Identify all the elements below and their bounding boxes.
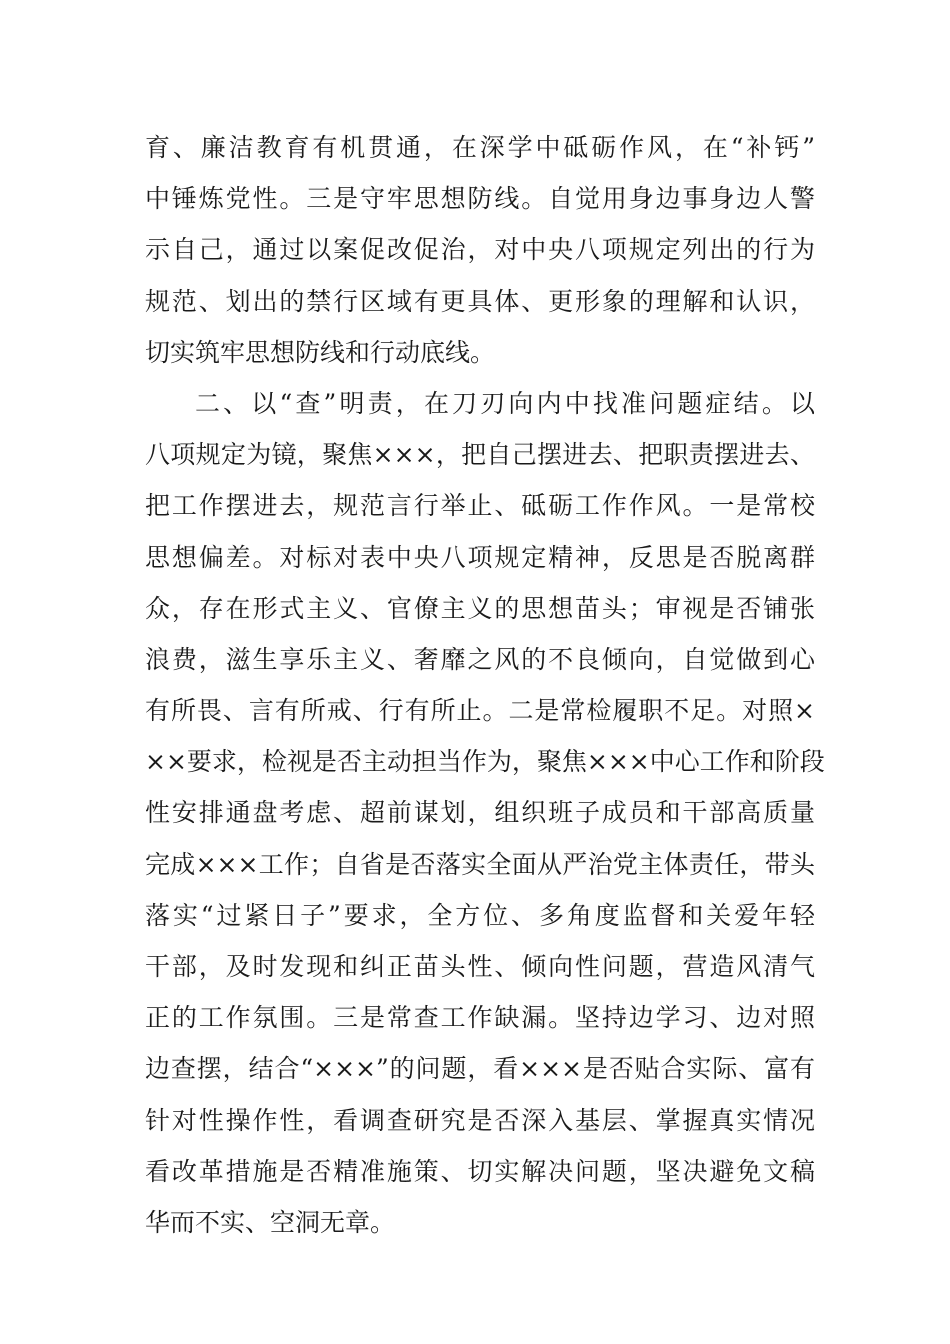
text-line: 性安排通盘考虑、超前谋划，组织班子成员和干部高质量: [145, 798, 815, 828]
text-line: 八项规定为镜，聚焦×××，把自己摆进去、把职责摆进去、: [145, 440, 815, 470]
text-line: 切实筑牢思想防线和行动底线。: [145, 337, 496, 367]
text-line: 思想偏差。对标对表中央八项规定精神，反思是否脱离群: [145, 542, 815, 572]
body-text: [145, 122, 825, 1248]
text-line: 正的工作氛围。三是常查工作缺漏。坚持边学习、边对照: [145, 1003, 815, 1033]
text-line: 浪费，滋生享乐主义、奢靡之风的不良倾向，自觉做到心: [145, 644, 815, 674]
text-line: 干部，及时发现和纠正苗头性、倾向性问题，营造风清气: [145, 952, 815, 981]
text-line: 有所畏、言有所戒、行有所止。二是常检履职不足。对照×: [145, 696, 815, 726]
text-line: 众，存在形式主义、官僚主义的思想苗头；审视是否铺张: [145, 593, 815, 623]
text-line: 示自己，通过以案促改促治，对中央八项规定列出的行为: [145, 235, 815, 265]
section-heading-line: 二、以“查”明责，在刀刃向内中找准问题症结。以: [195, 388, 815, 418]
text-line: 规范、划出的禁行区域有更具体、更形象的理解和认识，: [145, 286, 815, 316]
text-line: 育、廉洁教育有机贯通，在深学中砥砺作风，在“补钙”: [145, 133, 815, 162]
text-line: 针对性操作性，看调查研究是否深入基层、掌握真实情况: [145, 1105, 815, 1135]
text-line: 把工作摆进去，规范言行举止、砥砺工作作风。一是常校: [145, 491, 815, 521]
text-line: 边查摆，结合“×××”的问题，看×××是否贴合实际、富有: [145, 1054, 815, 1084]
text-line: 完成×××工作；自省是否落实全面从严治党主体责任，带头: [145, 849, 815, 879]
text-line: ××要求，检视是否主动担当作为，聚焦×××中心工作和阶段: [145, 747, 825, 777]
text-line: 中锤炼党性。三是守牢思想防线。自觉用身边事身边人警: [145, 184, 815, 214]
text-line: 看改革措施是否精准施策、切实解决问题，坚决避免文稿: [145, 1156, 815, 1186]
text-line: 落实“过紧日子”要求，全方位、多角度监督和关爱年轻: [145, 900, 815, 930]
text-line: 华而不实、空洞无章。: [145, 1207, 396, 1237]
